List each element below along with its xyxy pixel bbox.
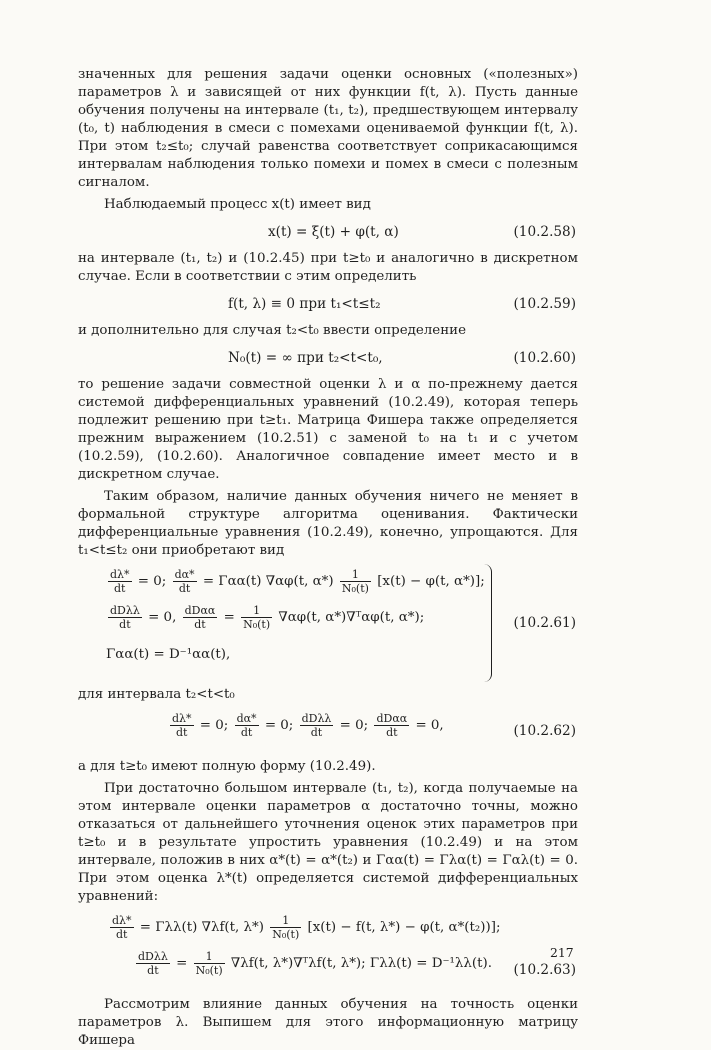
equation-line-1: $\frac{d\lambda*}{dt}$ = Γλλ(t) ∇λf(t, λ*) $\frac{1}{\text{N₀(t)}}$ [x(t) − f(t, λ*) − φ(t, α*(t₂))];	[112, 914, 501, 941]
fraction: $\frac{\text{dDλλ}}{dt}$	[138, 950, 168, 977]
equation-10-2-63	[78, 914, 578, 990]
right-brace	[481, 564, 492, 682]
fraction: $\frac{\text{dDαα}}{dt}$	[376, 712, 408, 739]
equation-10-2-59	[78, 291, 578, 317]
paragraph-7: для интервала t₂<t<t₀	[78, 687, 235, 702]
fraction: $\frac{1}{\text{N₀(t)}}$	[243, 604, 271, 631]
equation-10-2-61	[78, 568, 578, 680]
equation-body: x(t) = ξ(t) + φ(t, α)	[268, 224, 399, 240]
fraction: $\frac{\text{dDλλ}}{dt}$	[301, 712, 332, 739]
fraction: $\frac{d\alpha*}{dt}$	[174, 568, 195, 595]
equation-number: (10.2.60)	[513, 350, 576, 366]
fraction: $\frac{d\lambda*}{dt}$	[110, 568, 130, 595]
fraction: $\frac{1}{\text{N₀(t)}}$	[272, 914, 300, 941]
fraction: $\frac{d\lambda*}{dt}$	[172, 712, 192, 739]
equation-10-2-60	[78, 345, 578, 371]
page-number: 217	[550, 945, 574, 960]
equation-body: N₀(t) = ∞ при t₂<t<t₀,	[228, 350, 383, 366]
fraction: $\frac{1}{\text{N₀(t)}}$	[341, 568, 369, 595]
fraction: $\frac{d\lambda*}{dt}$	[112, 914, 132, 941]
equation-line-2: $\frac{\text{dDλλ}}{dt}$ = $\frac{1}{\text{N₀(t)}}$ ∇λf(t, λ*)∇ᵀλf(t, λ*); Γλλ(t) = D⁻¹λλ(t).	[138, 950, 492, 977]
fraction: $\frac{d\alpha*}{dt}$	[236, 712, 257, 739]
paragraph-4: и дополнительно для случая t₂<t₀ ввести определение	[78, 323, 467, 338]
equation-10-2-58	[78, 219, 578, 245]
equation-line-2: $\frac{\text{dDλλ}}{dt}$ = 0, $\frac{\text{dDαα}}{dt}$ = $\frac{1}{\text{N₀(t)}}$ ∇αφ(t, α*)∇ᵀαφ(t, α*);	[110, 604, 425, 631]
paragraph-2: Наблюдаемый процесс x(t) имеет вид	[104, 197, 371, 212]
paragraph-10: Рассмотрим влияние данных обучения на точность оценки параметров λ. Выпишем для этого информационную матрицу Фишера	[78, 997, 578, 1048]
fraction: $\frac{\text{dDαα}}{dt}$	[184, 604, 216, 631]
equation-body: f(t, λ) ≡ 0 при t₁<t≤t₂	[228, 296, 381, 312]
paragraph-6: Таким образом, наличие данных обучения ничего не меняет в формальной структуре алгоритма оценивания. Фактически дифференциальные уравнения (10.2.49), конечно, упрощаются. Для t₁<t≤t₂ они приобретают вид	[78, 489, 578, 558]
equation-10-2-62: $\frac{d\lambda*}{dt}$ = 0; $\frac{d\alpha*}{dt}$ = 0; $\frac{\text{dDλλ}}{dt}$ = 0; $\frac{\text{dDαα}}{dt}$ = 0, (10.2.62)	[172, 712, 576, 739]
text-column	[78, 66, 578, 1050]
fraction: $\frac{1}{\text{N₀(t)}}$	[195, 950, 223, 977]
equation-number: (10.2.59)	[513, 296, 576, 312]
equation-number: (10.2.58)	[513, 224, 576, 240]
fraction: $\frac{\text{dDλλ}}{dt}$	[110, 604, 140, 631]
equation-line-3: Γαα(t) = D⁻¹αα(t),	[106, 647, 231, 662]
equation-number: (10.2.62)	[513, 723, 576, 739]
paragraph-3: на интервале (t₁, t₂) и (10.2.45) при t≥t₀ и аналогично в дискретном случае. Если в соответствии с этим определить	[78, 251, 578, 284]
paragraph-5: то решение задачи совместной оценки λ и α по-прежнему дается системой дифференциальных уравнений (10.2.49), которая теперь подлежит решению при t≥t₁. Матрица Фишера также определяется прежним выражением (10.2.51) с заменой t₀ на t₁ и с учетом (10.2.59), (10.2.60). Аналогичное совпадение имеет место и в дискретном случае.	[78, 377, 578, 482]
paragraph-8: а для t≥t₀ имеют полную форму (10.2.49).	[78, 759, 376, 774]
equation-number: (10.2.63)	[513, 962, 576, 978]
paragraph-9: При достаточно большом интервале (t₁, t₂), когда получаемые на этом интервале оценки параметров α достаточно точны, можно отказаться от дальнейшего уточнения оценок этих параметров при t≥t₀ и в результате упростить уравнения (10.2.49) и на этом интервале, положив в них α*(t) = α*(t₂) и Γαα(t) = Γλα(t) = Γαλ(t) = 0. При этом оценка λ*(t) определяется системой дифференциальных уравнений:	[78, 781, 578, 904]
equation-number: (10.2.61)	[513, 615, 576, 631]
equation-line-1: $\frac{d\lambda*}{dt}$ = 0; $\frac{d\alpha*}{dt}$ = Γαα(t) ∇αφ(t, α*) $\frac{1}{\text{N₀(t)}}$ [x(t) − φ(t, α*)];	[110, 568, 485, 595]
paragraph-1: значенных для решения задачи оценки основных («полезных») параметров λ и зависящей от них функции f(t, λ). Пусть данные обучения получены на интервале (t₁, t₂), предшествующем интервалу (t₀, t) наблюдения в смеси с помехами оцениваемой функции f(t, λ). При этом t₂≤t₀; случай равенства соответствует соприкасающимся интервалам наблюдения только помехи и помех в смеси с полезным сигналом.	[78, 67, 578, 190]
